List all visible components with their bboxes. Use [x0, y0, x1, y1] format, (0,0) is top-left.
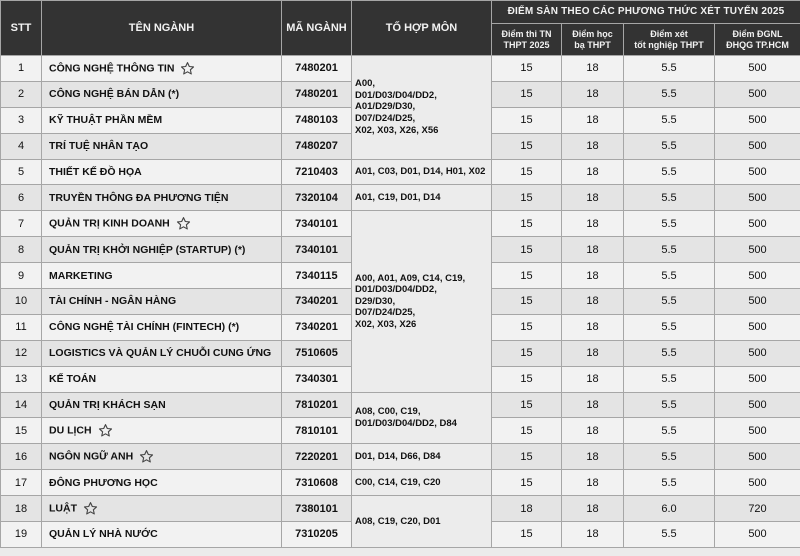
combo-line: A01, C19, D01, D14 — [355, 192, 441, 204]
score-tn-thpt: 15 — [492, 522, 562, 548]
row-stt: 16 — [1, 444, 42, 470]
score-hoc-ba: 18 — [562, 81, 624, 107]
row-major-code: 7340101 — [282, 211, 352, 237]
score-dgnl: 500 — [715, 133, 800, 159]
star-outline-icon — [139, 449, 154, 464]
star-outline-icon — [180, 61, 195, 76]
row-stt: 9 — [1, 263, 42, 289]
row-subject-combos — [352, 159, 492, 185]
score-xet-tot-nghiep: 6.0 — [624, 496, 715, 522]
score-hoc-ba: 18 — [562, 392, 624, 418]
row-subject-combos — [352, 211, 492, 392]
header-ma-nganh: MÃ NGÀNH — [282, 1, 352, 56]
score-tn-thpt: 15 — [492, 56, 562, 82]
row-stt: 11 — [1, 314, 42, 340]
score-dgnl: 500 — [715, 522, 800, 548]
score-hoc-ba: 18 — [562, 263, 624, 289]
combo-line: A08, C19, C20, D01 — [355, 515, 441, 527]
score-xet-tot-nghiep: 5.5 — [624, 314, 715, 340]
row-subject-combos — [352, 56, 492, 160]
major-name-text: DU LỊCH — [49, 424, 92, 437]
score-dgnl: 500 — [715, 444, 800, 470]
table-row — [1, 185, 800, 211]
score-xet-tot-nghiep: 5.5 — [624, 418, 715, 444]
row-stt: 19 — [1, 522, 42, 548]
row-stt: 2 — [1, 81, 42, 107]
score-dgnl: 500 — [715, 470, 800, 496]
score-dgnl: 500 — [715, 107, 800, 133]
row-stt: 13 — [1, 366, 42, 392]
combo-line: D29/D30, — [355, 295, 396, 307]
row-major-name — [42, 237, 282, 263]
score-dgnl: 500 — [715, 159, 800, 185]
row-major-code: 7340101 — [282, 237, 352, 263]
score-xet-tot-nghiep: 5.5 — [624, 340, 715, 366]
major-name-text: ĐÔNG PHƯƠNG HỌC — [49, 476, 158, 489]
table-row — [1, 496, 800, 522]
major-name-text: TRÍ TUỆ NHÂN TẠO — [49, 140, 149, 153]
combo-line: A01/D29/D30, — [355, 101, 416, 113]
row-major-name — [42, 444, 282, 470]
score-dgnl: 500 — [715, 211, 800, 237]
score-dgnl: 500 — [715, 56, 800, 82]
row-major-name — [42, 289, 282, 315]
row-major-code: 7310608 — [282, 470, 352, 496]
combo-line: A01, C03, D01, D14, H01, X02 — [355, 166, 486, 178]
row-major-name — [42, 470, 282, 496]
row-major-code: 7380101 — [282, 496, 352, 522]
score-hoc-ba: 18 — [562, 470, 624, 496]
score-dgnl: 720 — [715, 496, 800, 522]
row-major-name — [42, 496, 282, 522]
score-tn-thpt: 15 — [492, 263, 562, 289]
row-major-name — [42, 81, 282, 107]
row-stt: 18 — [1, 496, 42, 522]
row-major-code: 7310205 — [282, 522, 352, 548]
combo-line: A08, C00, C19, — [355, 406, 421, 418]
combo-line: D01/D03/D04/DD2, — [355, 89, 437, 101]
row-major-name — [42, 211, 282, 237]
combo-line: A00, — [355, 78, 376, 90]
score-hoc-ba: 18 — [562, 366, 624, 392]
score-xet-tot-nghiep: 5.5 — [624, 289, 715, 315]
score-dgnl: 500 — [715, 237, 800, 263]
star-outline-icon — [83, 501, 98, 516]
score-xet-tot-nghiep: 5.5 — [624, 522, 715, 548]
major-name-text: KỸ THUẬT PHẦN MỀM — [49, 114, 163, 127]
header-group-title: ĐIỂM SÀN THEO CÁC PHƯƠNG THỨC XÉT TUYỂN 2025 — [492, 1, 800, 24]
score-hoc-ba: 18 — [562, 289, 624, 315]
score-tn-thpt: 15 — [492, 133, 562, 159]
row-subject-combos — [352, 444, 492, 470]
score-dgnl: 500 — [715, 366, 800, 392]
score-dgnl: 500 — [715, 340, 800, 366]
major-name-text: CÔNG NGHỆ TÀI CHÍNH (FINTECH) (*) — [49, 321, 240, 334]
major-name-text: TÀI CHÍNH - NGÂN HÀNG — [49, 295, 177, 308]
score-dgnl: 500 — [715, 392, 800, 418]
score-tn-thpt: 15 — [492, 470, 562, 496]
table-row — [1, 444, 800, 470]
score-tn-thpt: 15 — [492, 237, 562, 263]
major-name-text: THIẾT KẾ ĐỒ HỌA — [49, 166, 142, 178]
score-dgnl: 500 — [715, 418, 800, 444]
score-xet-tot-nghiep: 5.5 — [624, 237, 715, 263]
combo-line: X02, X03, X26, X56 — [355, 124, 439, 136]
score-hoc-ba: 18 — [562, 107, 624, 133]
score-dgnl: 500 — [715, 185, 800, 211]
row-major-name — [42, 418, 282, 444]
combo-line: D01/D03/D04/DD2, — [355, 284, 437, 296]
score-hoc-ba: 18 — [562, 314, 624, 340]
major-name-text: CÔNG NGHỆ THÔNG TIN — [49, 62, 175, 75]
score-xet-tot-nghiep: 5.5 — [624, 81, 715, 107]
row-stt: 7 — [1, 211, 42, 237]
star-outline-icon — [176, 216, 191, 231]
row-major-code: 7220201 — [282, 444, 352, 470]
score-tn-thpt: 18 — [492, 496, 562, 522]
score-xet-tot-nghiep: 5.5 — [624, 263, 715, 289]
major-name-text: QUẢN TRỊ KHÁCH SẠN — [49, 399, 166, 412]
combo-line: X02, X03, X26 — [355, 318, 417, 330]
major-name-text: LOGISTICS VÀ QUẢN LÝ CHUỖI CUNG ỨNG — [49, 347, 272, 360]
row-major-code: 7480201 — [282, 81, 352, 107]
combo-line: D07/D24/D25, — [355, 113, 416, 125]
row-stt: 1 — [1, 56, 42, 82]
row-major-name — [42, 522, 282, 548]
score-hoc-ba: 18 — [562, 237, 624, 263]
major-name-text: CÔNG NGHỆ BÁN DẪN (*) — [49, 88, 180, 101]
row-major-name — [42, 56, 282, 82]
major-name-text: LUẬT — [49, 502, 77, 515]
score-hoc-ba: 18 — [562, 418, 624, 444]
score-xet-tot-nghiep: 5.5 — [624, 107, 715, 133]
row-stt: 4 — [1, 133, 42, 159]
major-name-text: QUẢN TRỊ KHỞI NGHIỆP (STARTUP) (*) — [49, 243, 246, 256]
row-major-code: 7340201 — [282, 314, 352, 340]
row-major-code: 7340201 — [282, 289, 352, 315]
score-tn-thpt: 15 — [492, 159, 562, 185]
row-stt: 6 — [1, 185, 42, 211]
score-xet-tot-nghiep: 5.5 — [624, 159, 715, 185]
row-major-code: 7480103 — [282, 107, 352, 133]
major-name-text: QUẢN TRỊ KINH DOANH — [49, 217, 170, 230]
score-dgnl: 500 — [715, 263, 800, 289]
row-subject-combos — [352, 185, 492, 211]
row-major-name — [42, 392, 282, 418]
score-xet-tot-nghiep: 5.5 — [624, 392, 715, 418]
row-stt: 14 — [1, 392, 42, 418]
score-dgnl: 500 — [715, 289, 800, 315]
row-stt: 15 — [1, 418, 42, 444]
score-hoc-ba: 18 — [562, 522, 624, 548]
row-stt: 3 — [1, 107, 42, 133]
score-hoc-ba: 18 — [562, 185, 624, 211]
major-name-text: KẾ TOÁN — [49, 373, 97, 386]
row-stt: 10 — [1, 289, 42, 315]
header-stt: STT — [1, 1, 42, 56]
row-major-code: 7810101 — [282, 418, 352, 444]
row-major-name — [42, 185, 282, 211]
row-subject-combos — [352, 496, 492, 548]
row-major-code: 7810201 — [282, 392, 352, 418]
score-hoc-ba: 18 — [562, 133, 624, 159]
score-dgnl: 500 — [715, 314, 800, 340]
row-major-name — [42, 340, 282, 366]
row-major-code: 7340115 — [282, 263, 352, 289]
combo-line: A00, A01, A09, C14, C19, — [355, 272, 466, 284]
row-stt: 12 — [1, 340, 42, 366]
score-hoc-ba: 18 — [562, 56, 624, 82]
score-xet-tot-nghiep: 5.5 — [624, 185, 715, 211]
score-tn-thpt: 15 — [492, 418, 562, 444]
major-name-text: TRUYỀN THÔNG ĐA PHƯƠNG TIỆN — [49, 191, 229, 204]
header-sub-2: Điểm học bạ THPT — [562, 24, 624, 56]
table-row — [1, 56, 800, 82]
row-major-name — [42, 159, 282, 185]
combo-line: D01, D14, D66, D84 — [355, 451, 441, 463]
combo-line: D01/D03/D04/DD2, D84 — [355, 417, 457, 429]
major-name-text: MARKETING — [49, 269, 113, 282]
score-hoc-ba: 18 — [562, 444, 624, 470]
score-xet-tot-nghiep: 5.5 — [624, 211, 715, 237]
score-tn-thpt: 15 — [492, 340, 562, 366]
combo-line: D07/D24/D25, — [355, 307, 416, 319]
row-stt: 17 — [1, 470, 42, 496]
header-ten-nganh: TÊN NGÀNH — [42, 1, 282, 56]
score-tn-thpt: 15 — [492, 444, 562, 470]
score-dgnl: 500 — [715, 81, 800, 107]
row-major-code: 7210403 — [282, 159, 352, 185]
score-tn-thpt: 15 — [492, 107, 562, 133]
table-body — [1, 56, 800, 548]
score-tn-thpt: 15 — [492, 314, 562, 340]
row-subject-combos — [352, 392, 492, 444]
score-hoc-ba: 18 — [562, 340, 624, 366]
table-row — [1, 470, 800, 496]
score-hoc-ba: 18 — [562, 496, 624, 522]
score-tn-thpt: 15 — [492, 211, 562, 237]
score-xet-tot-nghiep: 5.5 — [624, 56, 715, 82]
score-tn-thpt: 15 — [492, 366, 562, 392]
score-xet-tot-nghiep: 5.5 — [624, 470, 715, 496]
row-stt: 8 — [1, 237, 42, 263]
header-sub-3: Điểm xét tốt nghiệp THPT — [624, 24, 715, 56]
row-major-name — [42, 314, 282, 340]
row-major-code: 7320104 — [282, 185, 352, 211]
score-xet-tot-nghiep: 5.5 — [624, 133, 715, 159]
row-major-name — [42, 366, 282, 392]
row-major-code: 7480207 — [282, 133, 352, 159]
combo-line: C00, C14, C19, C20 — [355, 476, 441, 488]
table-row — [1, 392, 800, 418]
score-tn-thpt: 15 — [492, 392, 562, 418]
header-to-hop-mon: TỐ HỢP MÔN — [352, 1, 492, 56]
row-major-name — [42, 107, 282, 133]
major-name-text: QUẢN LÝ NHÀ NƯỚC — [49, 528, 158, 541]
table-row — [1, 211, 800, 237]
row-subject-combos — [352, 470, 492, 496]
score-tn-thpt: 15 — [492, 81, 562, 107]
header-sub-1: Điểm thi TN THPT 2025 — [492, 24, 562, 56]
row-major-code: 7510605 — [282, 340, 352, 366]
table-row — [1, 159, 800, 185]
header-sub-4: Điểm ĐGNL ĐHQG TP.HCM — [715, 24, 800, 56]
score-hoc-ba: 18 — [562, 159, 624, 185]
score-xet-tot-nghiep: 5.5 — [624, 366, 715, 392]
row-major-name — [42, 133, 282, 159]
row-stt: 5 — [1, 159, 42, 185]
score-tn-thpt: 15 — [492, 289, 562, 315]
score-xet-tot-nghiep: 5.5 — [624, 444, 715, 470]
star-outline-icon — [98, 423, 113, 438]
score-tn-thpt: 15 — [492, 185, 562, 211]
row-major-code: 7480201 — [282, 56, 352, 82]
row-major-name — [42, 263, 282, 289]
score-hoc-ba: 18 — [562, 211, 624, 237]
row-major-code: 7340301 — [282, 366, 352, 392]
major-name-text: NGÔN NGỮ ANH — [49, 450, 134, 463]
